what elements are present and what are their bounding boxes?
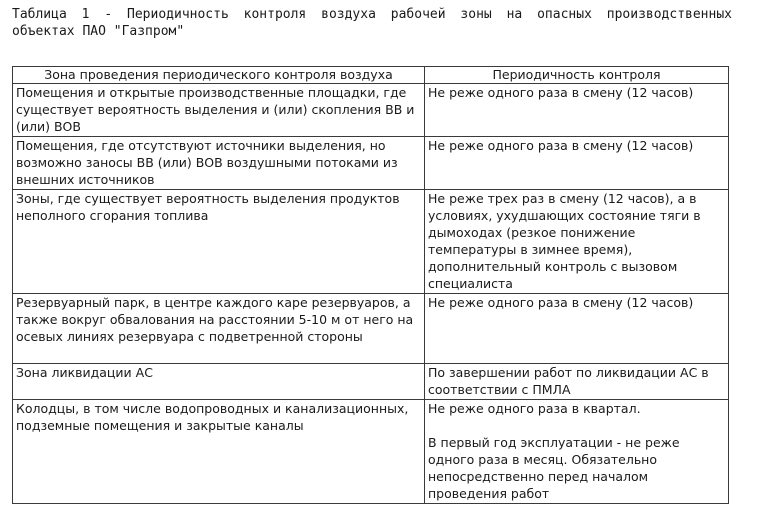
frequency-text: По завершении работ по ликвидации АС в соответствии с ПМЛА bbox=[428, 365, 709, 397]
table-caption: Таблица 1 - Периодичность контроля воздуха рабочей зоны на опасных производственных объектах ПАО "Газпром" bbox=[12, 7, 732, 39]
zone-cell: Помещения и открытые производственные площадки, где существует вероятность выделения и (или) скопления ВВ и (или) ВОВ bbox=[13, 84, 425, 137]
frequency-text: Не реже одного раза в квартал. bbox=[428, 401, 641, 416]
zone-cell: Зона ликвидации АС bbox=[13, 364, 425, 400]
zone-cell: Помещения, где отсутствуют источники выделения, но возможно заносы ВВ (или) ВОВ воздушными потоками из внешних источников bbox=[13, 137, 425, 190]
column-header-frequency: Периодичность контроля bbox=[425, 67, 729, 84]
table-row bbox=[13, 84, 729, 137]
table-header-row bbox=[13, 67, 729, 84]
air-control-schedule-table bbox=[12, 66, 729, 504]
frequency-cell bbox=[425, 84, 729, 137]
frequency-cell bbox=[425, 190, 729, 294]
frequency-text: Не реже одного раза в смену (12 часов) bbox=[428, 138, 694, 153]
table-row bbox=[13, 137, 729, 190]
table-row bbox=[13, 190, 729, 294]
table-row bbox=[13, 294, 729, 364]
zone-cell: Колодцы, в том числе водопроводных и канализационных, подземные помещения и закрытые каналы bbox=[13, 400, 425, 504]
frequency-text: Не реже одного раза в смену (12 часов) bbox=[428, 85, 694, 100]
frequency-text-additional: В первый год эксплуатации - не реже одного раза в месяц. Обязательно непосредственно перед началом проведения работ bbox=[428, 435, 680, 501]
frequency-cell bbox=[425, 400, 729, 504]
frequency-cell bbox=[425, 137, 729, 190]
table-row bbox=[13, 364, 729, 400]
frequency-cell bbox=[425, 364, 729, 400]
frequency-text: Не реже одного раза в смену (12 часов) bbox=[428, 295, 694, 310]
frequency-cell bbox=[425, 294, 729, 364]
table-row bbox=[13, 400, 729, 504]
zone-cell: Зоны, где существует вероятность выделения продуктов неполного сгорания топлива bbox=[13, 190, 425, 294]
zone-cell: Резервуарный парк, в центре каждого каре резервуаров, а также вокруг обвалования на расстоянии 5-10 м от него на осевых линиях резервуара с подветренной стороны bbox=[13, 294, 425, 364]
frequency-text: Не реже трех раз в смену (12 часов), а в условиях, ухудшающих состояние тяги в дымоходах (резкое понижение температуры в зимнее время), дополнительный контроль с вызовом специалиста bbox=[428, 191, 701, 291]
column-header-zone: Зона проведения периодического контроля воздуха bbox=[13, 67, 425, 84]
